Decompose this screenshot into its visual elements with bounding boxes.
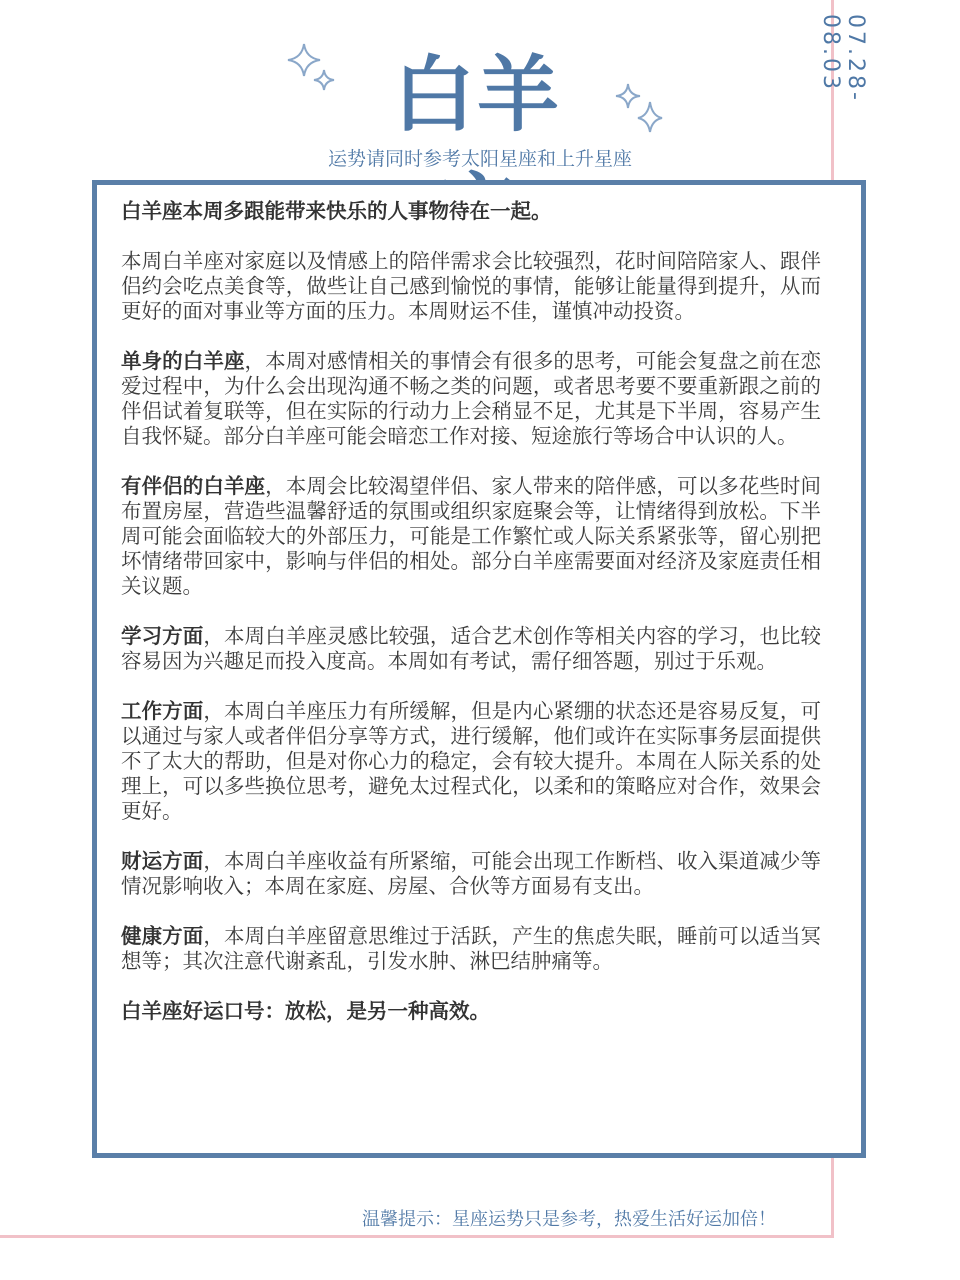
date-range: 07.28-08.03 [818, 14, 868, 103]
section-text: ，本周白羊座压力有所缓解，但是内心紧绷的状态还是容易反复，可以通过与家人或者伴侣分享等方式，进行缓解，他们或许在实际事务层面提供不了太大的帮助，但是对你心力的稳定，会有较大提升。本周在人际关系的处理上，可以多些换位思考，避免太过程式化，以柔和的策略应对合作，效果会更好。 [121, 699, 822, 823]
content-box [92, 180, 866, 1158]
subtitle: 运势请同时参考太阳星座和上升星座 [327, 148, 632, 170]
footer-tip: 温馨提示：星座运势只是参考，热爱生活好运加倍！ [362, 1209, 776, 1230]
section-single [121, 349, 821, 449]
section-text: ，本周白羊座收益有所紧缩，可能会出现工作断档、收入渠道减少等情况影响收入；本周在家庭、房屋、合伙等方面易有支出。 [121, 849, 822, 898]
section-heading: 学习方面 [121, 624, 204, 648]
section-heading: 工作方面 [121, 699, 204, 723]
section-heading: 健康方面 [121, 924, 204, 948]
section-heading: 单身的白羊座 [121, 349, 245, 373]
section-health [121, 924, 821, 974]
slogan: 白羊座好运口号：放松，是另一种高效。 [121, 999, 490, 1023]
section-work [121, 699, 821, 824]
sparkle-right-icon [612, 82, 664, 134]
pink-horizontal-line [0, 1235, 834, 1238]
section-text: ，本周会比较渴望伴侣、家人带来的陪伴感，可以多花些时间布置房屋，营造些温馨舒适的氛围或组织家庭聚会等，让情绪得到放松。下半周可能会面临较大的外部压力，可能是工作繁忙或人际关系紧张等，留心别把坏情绪带回家中，影响与伴侣的相处。部分白羊座需要面对经济及家庭责任相关议题。 [121, 474, 822, 598]
intro: 白羊座本周多跟能带来快乐的人事物待在一起。 [121, 199, 552, 223]
section-text: ，本周白羊座灵感比较强，适合艺术创作等相关内容的学习，也比较容易因为兴趣足而投入度高。本周如有考试，需仔细答题，别过于乐观。 [121, 624, 822, 673]
content [121, 199, 821, 1049]
section-couple [121, 474, 821, 599]
section-wealth [121, 849, 821, 899]
sparkle-left-icon [286, 42, 338, 94]
page-title: 白羊 [392, 48, 561, 143]
section-study [121, 624, 821, 674]
section-text: ，本周白羊座留意思维过于活跃，产生的焦虑失眠，睡前可以适当冥想等；其次注意代谢紊乱，引发水肿、淋巴结肿痛等。 [121, 924, 822, 973]
section-heading: 有伴侣的白羊座 [121, 474, 266, 498]
section-text: ，本周对感情相关的事情会有很多的思考，可能会复盘之前在恋爱过程中，为什么会出现沟通不畅之类的问题，或者思考要不要重新跟之前的伴侣试着复联等，但在实际的行动力上会稍显不足，尤其是下半周，容易产生自我怀疑。部分白羊座可能会暗恋工作对接、短途旅行等场合中认识的人。 [121, 349, 821, 448]
section-heading: 财运方面 [121, 849, 204, 873]
overview: 本周白羊座对家庭以及情感上的陪伴需求会比较强烈，花时间陪陪家人、跟伴侣约会吃点美食等，做些让自己感到愉悦的事情，能够让能量得到提升，从而更好的面对事业等方面的压力。本周财运不佳，谨慎冲动投资。 [121, 249, 821, 323]
